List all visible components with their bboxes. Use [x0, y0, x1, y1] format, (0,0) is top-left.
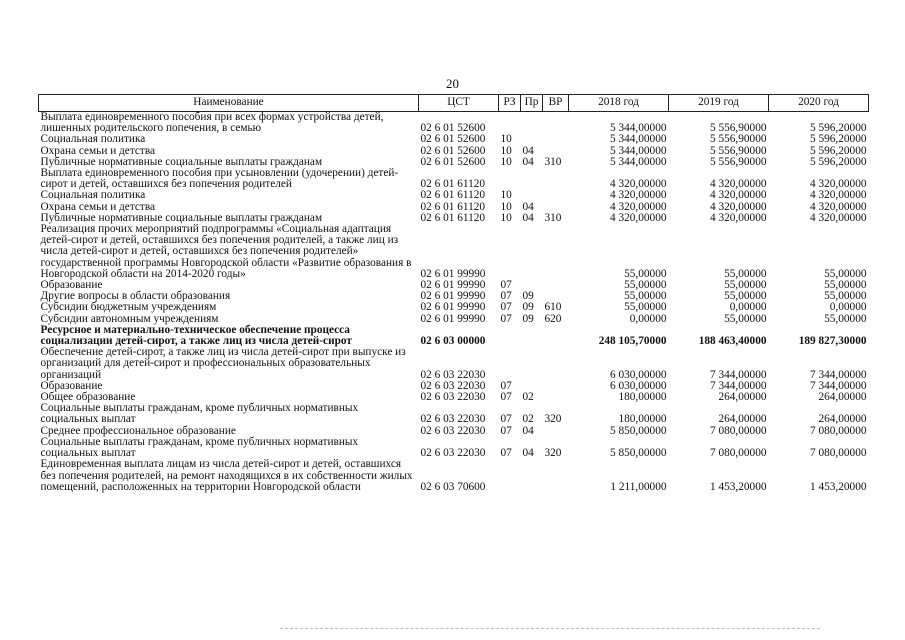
cell-pr — [521, 168, 543, 190]
cell-y2019: 4 320,00000 — [710, 211, 767, 224]
cell-name: Образование — [40, 279, 103, 292]
cell-y2018: 4 320,00000 — [610, 178, 667, 191]
cell-vr — [543, 381, 569, 392]
cell-vr: 610 — [544, 301, 562, 314]
cell-y2018: 4 320,00000 — [610, 200, 667, 213]
table-row — [39, 190, 869, 201]
table-header-row — [39, 95, 869, 112]
cell-y2018: 5 344,00000 — [610, 144, 667, 157]
cell-y2020: 7 344,00000 — [810, 379, 867, 392]
cell-rz: 10 — [500, 200, 512, 213]
cell-y2020: 5 596,20000 — [810, 122, 867, 135]
cell-rz: 07 — [500, 424, 512, 437]
cell-cst: 02 6 03 00000 — [420, 335, 486, 348]
cell-pr: 09 — [522, 301, 534, 314]
cell-vr — [543, 224, 569, 280]
cell-y2020: 7 080,00000 — [810, 424, 867, 437]
cell-pr: 09 — [522, 290, 534, 303]
cell-cst: 02 6 01 99990 — [420, 279, 486, 292]
cell-y2020: 7 344,00000 — [810, 368, 867, 381]
cell-y2018: 4 320,00000 — [610, 189, 667, 202]
cell-cst: 02 6 01 52600 — [420, 144, 486, 157]
cell-pr — [521, 112, 543, 135]
cell-name: Выплата единовременного пособия при усыновлении (удочерении) детей-сирот и детей, оставшихся без попечения родителей — [40, 167, 399, 191]
cell-rz: 10 — [500, 144, 512, 157]
cell-y2019: 55,00000 — [724, 312, 767, 325]
cell-rz — [499, 347, 521, 381]
cell-name: Субсидии автономным учреждениям — [40, 312, 219, 325]
cell-y2019: 7 344,00000 — [710, 379, 767, 392]
table-row — [39, 134, 869, 145]
cell-pr: 04 — [522, 447, 534, 460]
cell-y2018: 5 344,00000 — [610, 155, 667, 168]
cell-cst: 02 6 03 70600 — [420, 480, 486, 493]
cell-y2019: 7 344,00000 — [710, 368, 767, 381]
cell-cst: 02 6 03 22030 — [420, 391, 486, 404]
cell-y2019: 4 320,00000 — [710, 178, 767, 191]
cell-y2018: 180,00000 — [618, 391, 667, 404]
header-vr: ВР — [543, 95, 569, 112]
header-cst: ЦСТ — [419, 95, 499, 112]
cell-y2019: 5 556,90000 — [710, 133, 767, 146]
cell-y2020: 4 320,00000 — [810, 178, 867, 191]
cell-vr — [543, 112, 569, 135]
cell-y2018: 0,00000 — [629, 312, 667, 325]
cell-rz: 07 — [500, 379, 512, 392]
cell-pr — [521, 325, 543, 347]
cell-y2018: 248 105,70000 — [598, 335, 667, 348]
page-number: 20 — [446, 76, 459, 91]
cell-y2020: 7 080,00000 — [810, 447, 867, 460]
cell-name: Среднее профессиональное образование — [40, 424, 236, 437]
cell-rz — [499, 112, 521, 135]
cell-cst: 02 6 01 52600 — [420, 122, 486, 135]
cell-pr: 09 — [522, 312, 534, 325]
cell-y2019: 188 463,40000 — [698, 335, 767, 348]
cell-name: Социальная политика — [40, 189, 146, 202]
table-row — [39, 437, 869, 459]
cell-pr: 04 — [522, 424, 534, 437]
cell-name: Охрана семьи и детства — [40, 144, 156, 157]
cell-cst: 02 6 03 22030 — [420, 413, 486, 426]
cell-y2020: 55,00000 — [824, 267, 867, 280]
cell-rz: 10 — [500, 189, 512, 202]
cell-rz — [499, 168, 521, 190]
cell-pr: 04 — [522, 155, 534, 168]
cell-rz — [499, 224, 521, 280]
header-pr: Пр — [521, 95, 543, 112]
cell-rz: 10 — [500, 133, 512, 146]
cell-pr: 04 — [522, 211, 534, 224]
table-row — [39, 347, 869, 381]
cell-rz — [499, 459, 521, 493]
cell-y2019: 55,00000 — [724, 279, 767, 292]
cell-name: Единовременная выплата лицам из числа детей-сирот и детей, оставшихся без попечения родителей, на ремонт находящихся в их собственности жилых помещений, расположенных на территории Новгородской области — [40, 458, 413, 493]
cell-y2019: 264,00000 — [718, 413, 767, 426]
cell-name: Социальные выплаты гражданам, кроме публичных нормативных социальных выплат — [40, 435, 359, 460]
cell-y2019: 4 320,00000 — [710, 200, 767, 213]
cell-y2019: 5 556,90000 — [710, 122, 767, 135]
cell-name: Публичные нормативные социальные выплаты гражданам — [40, 211, 323, 224]
cell-y2018: 55,00000 — [624, 290, 667, 303]
cell-vr — [543, 134, 569, 145]
cell-pr: 04 — [522, 200, 534, 213]
cell-rz: 07 — [500, 312, 512, 325]
cell-y2018: 5 344,00000 — [610, 122, 667, 135]
table-row — [39, 224, 869, 280]
cell-cst: 02 6 01 99990 — [420, 267, 486, 280]
cell-cst: 02 6 01 61120 — [420, 189, 486, 202]
cell-rz: 07 — [500, 413, 512, 426]
cell-y2020: 5 596,20000 — [810, 133, 867, 146]
cell-rz — [499, 325, 521, 347]
cell-cst: 02 6 01 61120 — [420, 200, 486, 213]
cell-y2020: 5 596,20000 — [810, 155, 867, 168]
cell-name: Выплата единовременного пособия при всех формах устройства детей, лишенных родительского попечения, в семью — [40, 111, 384, 135]
cell-name: Охрана семьи и детства — [40, 200, 156, 213]
cell-cst: 02 6 03 22030 — [420, 379, 486, 392]
cell-vr — [543, 325, 569, 347]
cell-vr — [543, 426, 569, 437]
cell-pr — [521, 224, 543, 280]
table-row — [39, 112, 869, 135]
header-2019: 2019 год — [669, 95, 769, 112]
table-row — [39, 459, 869, 493]
footer-rule — [280, 628, 820, 629]
cell-vr — [543, 168, 569, 190]
cell-y2019: 4 320,00000 — [710, 189, 767, 202]
cell-y2018: 5 850,00000 — [610, 424, 667, 437]
cell-rz: 07 — [500, 391, 512, 404]
cell-y2020: 264,00000 — [818, 391, 867, 404]
cell-y2019: 7 080,00000 — [710, 424, 767, 437]
cell-cst: 02 6 01 61120 — [420, 211, 486, 224]
header-2020: 2020 год — [769, 95, 869, 112]
cell-pr — [521, 459, 543, 493]
cell-y2018: 4 320,00000 — [610, 211, 667, 224]
cell-name: Реализация прочих мероприятий подпрограммы «Социальная адаптация детей-сирот и детей, оставшихся без попечения родителей, а также лиц из числа детей-сирот и детей, оставшихся без попечения родителей» государственной программы Новгородской области «Развитие образования в Новгородской области на 2014-2020 годы» — [40, 223, 412, 280]
budget-table — [38, 94, 869, 493]
cell-y2018: 5 850,00000 — [610, 447, 667, 460]
cell-pr — [521, 190, 543, 201]
cell-name: Другие вопросы в области образования — [40, 290, 231, 303]
cell-y2018: 1 211,00000 — [610, 480, 667, 493]
cell-rz: 07 — [500, 301, 512, 314]
cell-y2020: 55,00000 — [824, 290, 867, 303]
cell-name: Ресурсное и материально-техническое обеспечение процесса социализации детей-сирот, а также лиц из числа детей-сирот — [40, 323, 352, 348]
cell-y2020: 55,00000 — [824, 312, 867, 325]
cell-vr: 310 — [544, 155, 562, 168]
cell-y2020: 189 827,30000 — [798, 335, 867, 348]
cell-pr: 02 — [522, 413, 534, 426]
cell-cst: 02 6 01 99990 — [420, 312, 486, 325]
cell-rz: 07 — [500, 279, 512, 292]
header-rz: РЗ — [499, 95, 521, 112]
cell-pr — [521, 347, 543, 381]
header-2018: 2018 год — [569, 95, 669, 112]
cell-cst: 02 6 03 22030 — [420, 447, 486, 460]
cell-rz: 07 — [500, 290, 512, 303]
cell-cst: 02 6 01 61120 — [420, 178, 486, 191]
cell-y2019: 1 453,20000 — [710, 480, 767, 493]
cell-y2018: 55,00000 — [624, 267, 667, 280]
cell-name: Общее образование — [40, 391, 136, 404]
cell-y2018: 55,00000 — [624, 279, 667, 292]
cell-y2020: 1 453,20000 — [810, 480, 867, 493]
cell-y2019: 0,00000 — [729, 301, 767, 314]
cell-y2020: 264,00000 — [818, 413, 867, 426]
cell-y2018: 6 030,00000 — [610, 379, 667, 392]
cell-cst: 02 6 01 99990 — [420, 301, 486, 314]
cell-name: Социальные выплаты гражданам, кроме публичных нормативных социальных выплат — [40, 402, 359, 426]
table-row — [39, 325, 869, 347]
cell-rz: 10 — [500, 155, 512, 168]
table-body — [39, 112, 869, 493]
cell-name: Социальная политика — [40, 133, 146, 146]
cell-rz: 07 — [500, 447, 512, 460]
table-row — [39, 302, 869, 313]
cell-y2018: 55,00000 — [624, 301, 667, 314]
cell-cst: 02 6 01 99990 — [420, 290, 486, 303]
cell-cst: 02 6 03 22030 — [420, 424, 486, 437]
cell-vr: 320 — [544, 447, 562, 460]
header-name: Наименование — [39, 95, 419, 112]
cell-y2020: 4 320,00000 — [810, 200, 867, 213]
cell-y2018: 180,00000 — [618, 413, 667, 426]
cell-name: Образование — [40, 379, 103, 392]
cell-y2020: 5 596,20000 — [810, 144, 867, 157]
cell-y2019: 5 556,90000 — [710, 155, 767, 168]
cell-rz: 10 — [500, 211, 512, 224]
cell-y2020: 4 320,00000 — [810, 189, 867, 202]
cell-vr: 620 — [544, 312, 562, 325]
cell-pr: 04 — [522, 144, 534, 157]
cell-name: Обеспечение детей-сирот, а также лиц из числа детей-сирот при выпуске из организаций для детей-сирот и профессиональных образовательных организаций — [40, 346, 406, 381]
cell-vr: 310 — [544, 211, 562, 224]
cell-vr — [543, 392, 569, 403]
cell-y2018: 6 030,00000 — [610, 368, 667, 381]
cell-y2019: 55,00000 — [724, 290, 767, 303]
cell-y2019: 5 556,90000 — [710, 144, 767, 157]
cell-name: Публичные нормативные социальные выплаты гражданам — [40, 155, 323, 168]
cell-cst: 02 6 03 22030 — [420, 368, 486, 381]
cell-pr: 02 — [522, 391, 534, 404]
cell-y2020: 55,00000 — [824, 279, 867, 292]
cell-y2019: 55,00000 — [724, 267, 767, 280]
cell-name: Субсидии бюджетным учреждениям — [40, 301, 217, 314]
cell-vr: 320 — [544, 413, 562, 426]
table-row — [39, 403, 869, 425]
cell-cst: 02 6 01 52600 — [420, 133, 486, 146]
cell-y2019: 264,00000 — [718, 391, 767, 404]
cell-cst: 02 6 01 52600 — [420, 155, 486, 168]
cell-y2020: 4 320,00000 — [810, 211, 867, 224]
cell-vr — [543, 459, 569, 493]
cell-vr — [543, 280, 569, 291]
cell-y2019: 7 080,00000 — [710, 447, 767, 460]
cell-vr — [543, 347, 569, 381]
cell-y2018: 5 344,00000 — [610, 133, 667, 146]
cell-pr — [521, 134, 543, 145]
cell-vr — [543, 190, 569, 201]
cell-y2020: 0,00000 — [829, 301, 867, 314]
table-row — [39, 168, 869, 190]
